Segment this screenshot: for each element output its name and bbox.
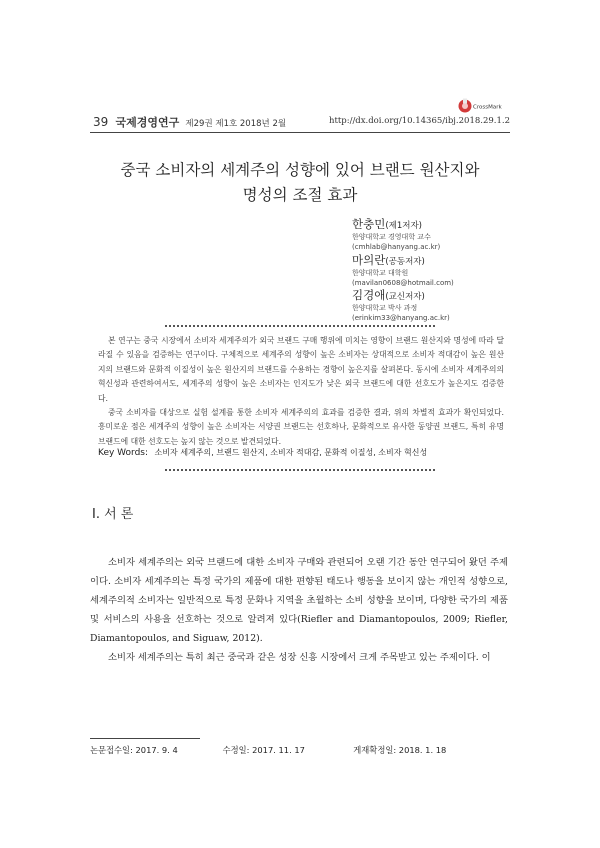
abstract-paragraph-2: 중국 소비자를 대상으로 실험 설계를 통한 소비자 세계주의의 효과를 검증한 결과, 위의 차별적 효과가 확인되었다. 흥미로운 점은 세계주의 성향이 높은 소비자는 서양권 브랜드는 선호하나, 문화적으로 유사한 동양권 브랜드, 특히 유명 브랜드에 대한 선호도는 높지 않는 것으로 발견되었다. xyxy=(98,408,504,446)
paper-title xyxy=(90,158,510,208)
author-email[interactable]: (cmhlab@hanyang.ac.kr) xyxy=(352,243,441,251)
abstract xyxy=(98,334,504,449)
abstract-paragraph-1: 본 연구는 중국 시장에서 소비자 세계주의가 외국 브랜드 구매 행위에 미치는 영향이 브랜드 원산지와 명성에 따라 달라질 수 있음을 검증하는 연구이다. 구체적으로 세계주의 성향이 높은 소비자는 상대적으로 소비자 적대감이 높은 원산지의 브랜드와 문화적 이질성이 높은 원산지의 브랜드를 수용하는 경향이 높은지를 살펴본다. 동시에 소비자 세계주의의 혁신성과 관련하여서도, 세계주의 성향이 높은 소비자는 인지도가 낮은 외국 브랜드에 대한 선호도가 높은지도 검증한다. xyxy=(98,336,504,403)
author-affiliation: 한양대학교 대학원 xyxy=(352,269,409,277)
author-email[interactable]: (erinkim33@hanyang.ac.kr) xyxy=(352,314,450,322)
crossmark-logo[interactable] xyxy=(457,98,513,114)
keywords xyxy=(98,447,427,458)
author-role: (교신저자) xyxy=(385,292,425,302)
submission-dates xyxy=(90,744,446,756)
author-role: (제1저자) xyxy=(385,221,423,231)
body-paragraph-1: 소비자 세계주의는 외국 브랜드에 대한 소비자 구매와 관련되어 오랜 기간 동안 연구되어 왔던 주제이다. 소비자 세계주의는 특정 국가의 제품에 대한 편향된 태도나 행동을 보이지 않는 개인적 성향으로, 세계주의적 소비자는 일반적으로 특정 문화나 지역을 초월하는 소비 성향을 보이며, 다양한 국가의 제품 및 서비스의 사용을 선호하는 것으로 알려져 있다(Riefler and Diamantopoulos, 2009; Riefler, Diamantopoulos, and Siguaw, 2012). xyxy=(90,557,508,644)
author-affiliation: 한양대학교 박사 과정 xyxy=(352,304,418,312)
author-name: 김경애 xyxy=(352,288,386,302)
author-block-2 xyxy=(352,252,512,288)
author-email[interactable]: (mavilan0608@hotmail.com) xyxy=(352,279,454,287)
title-line-1: 중국 소비자의 세계주의 성향에 있어 브랜드 원산지와 xyxy=(120,161,480,179)
volume-info: 제29권 제1호 2018년 2월 xyxy=(185,119,287,129)
title-line-2: 명성의 조절 효과 xyxy=(242,186,358,204)
author-block-3 xyxy=(352,287,512,323)
abstract-divider-top xyxy=(165,325,435,327)
author-block-1 xyxy=(352,216,512,252)
abstract-divider-bottom xyxy=(165,469,435,471)
body-paragraph-2: 소비자 세계주의는 특히 최근 중국과 같은 성장 신흥 시장에서 크게 주목받고 있는 주제이다. 이 xyxy=(108,652,491,663)
page-number: 39 xyxy=(93,115,109,129)
author-affiliation: 한양대학교 경영대학 교수 xyxy=(352,233,431,241)
crossmark-icon xyxy=(457,98,513,114)
author-role: (공동저자) xyxy=(385,257,425,267)
keywords-text: 소비자 세계주의, 브랜드 원산지, 소비자 적대감, 문화적 이질성, 소비자 혁신성 xyxy=(154,448,428,457)
accepted-date: 게재확정일: 2018. 1. 18 xyxy=(353,745,447,755)
author-name: 마의란 xyxy=(352,253,386,267)
journal-header xyxy=(93,114,286,130)
body-text xyxy=(90,553,508,667)
received-date: 논문접수일: 2017. 9. 4 xyxy=(90,745,178,755)
keywords-label: Key Words: xyxy=(98,448,149,458)
journal-name: 국제경영연구 xyxy=(115,116,180,129)
header-rule xyxy=(90,132,510,133)
footnote-rule xyxy=(90,738,200,739)
svg-text:CrossMark: CrossMark xyxy=(473,104,502,111)
author-name: 한충민 xyxy=(352,217,386,231)
section-heading: Ⅰ. 서 론 xyxy=(92,507,134,522)
revised-date: 수정일: 2017. 11. 17 xyxy=(222,745,305,755)
doi-link[interactable]: http://dx.doi.org/10.14365/ibj.2018.29.1.2 xyxy=(328,116,510,126)
